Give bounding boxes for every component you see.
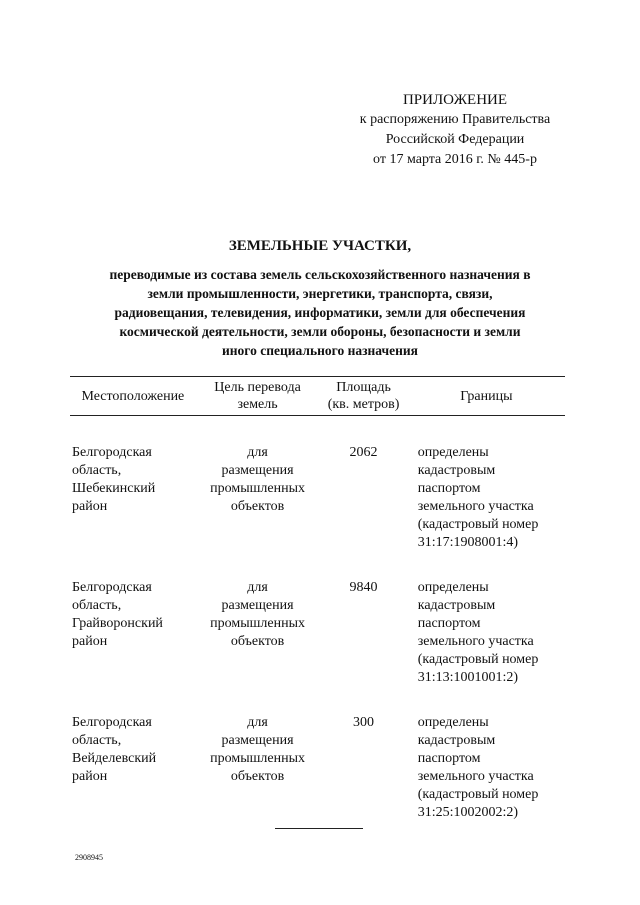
appendix-title: ПРИЛОЖЕНИЕ [402,92,508,108]
appendix-block [340,90,570,170]
text-line: 31:17:1908001:4) [417,535,519,550]
text-line: размещения [221,463,294,478]
text-line: для [247,715,268,730]
cell-purpose [196,416,320,580]
text-line: паспортом [417,616,481,631]
text-line: земельного участка [417,769,534,784]
text-line: район [72,634,108,649]
text-line: (кадастровый номер [417,517,539,532]
document-number: 2908945 [75,853,103,862]
text-line: для [247,445,268,460]
document-title: ЗЕМЕЛЬНЫЕ УЧАСТКИ, [228,238,412,254]
subtitle-line: земли промышленности, энергетики, транспорта, связи, [147,286,493,301]
cell-bounds [408,416,565,580]
subtitle-line: иного специального назначения [222,343,418,358]
text-line: (кадастровый номер [417,787,539,802]
text-line: объектов [230,499,285,514]
text-line: для [247,580,268,595]
footer-divider [275,828,363,829]
appendix-line-3: от 17 марта 2016 г. № 445-р [373,152,537,167]
land-plots-table [70,376,565,849]
text-line: промышленных [210,751,305,766]
text-line: промышленных [210,481,305,496]
document-heading [60,238,580,360]
text-line: определены [417,715,489,730]
text-line: земельного участка [417,634,534,649]
cell-area: 2062 [349,445,378,460]
text-line: 31:25:1002002:2) [417,805,519,820]
text-line: определены [417,445,489,460]
header-purpose [196,377,320,416]
text-line: область, [72,598,122,613]
text-line: (кадастровый номер [417,652,539,667]
header-purpose-line: Цель перевода [214,380,301,395]
text-line: Вейделевский [72,751,157,766]
document-subtitle [60,265,580,360]
appendix-line-1: к распоряжению Правительства [359,112,551,127]
text-line: Грайворонский [72,616,163,631]
text-line: Белгородская [72,580,152,595]
cell-area: 300 [353,715,375,730]
subtitle-line: космической деятельности, земли обороны, безопасности и земли [119,324,521,339]
text-line: Белгородская [72,715,152,730]
text-line: земельного участка [417,499,534,514]
text-line: район [72,769,108,784]
subtitle-line: радиовещания, телевидения, информатики, земли для обеспечения [114,305,526,320]
text-line: кадастровым [417,598,496,613]
text-line: область, [72,463,122,478]
text-line: Белгородская [72,445,152,460]
text-line: определены [417,580,489,595]
cell-purpose [196,579,320,714]
text-line: промышленных [210,616,305,631]
header-area [319,377,407,416]
text-line: 31:13:1001001:2) [417,670,519,685]
table-row [70,579,565,714]
text-line: размещения [221,733,294,748]
table-row [70,416,565,580]
text-line: паспортом [417,481,481,496]
header-bounds: Границы [408,377,565,416]
cell-area: 9840 [349,580,378,595]
cell-location [70,579,196,714]
text-line: район [72,499,108,514]
text-line: объектов [230,634,285,649]
cell-bounds [408,714,565,849]
text-line: кадастровым [417,733,496,748]
text-line: объектов [230,769,285,784]
header-purpose-line: земель [237,397,278,412]
text-line: Шебекинский [72,481,156,496]
table-header-row [70,377,565,416]
text-line: паспортом [417,751,481,766]
cell-bounds [408,579,565,714]
text-line: размещения [221,598,294,613]
header-location: Местоположение [70,377,196,416]
appendix-line-2: Российской Федерации [385,132,525,147]
header-area-line: (кв. метров) [327,397,400,412]
text-line: кадастровым [417,463,496,478]
text-line: область, [72,733,122,748]
cell-location [70,714,196,849]
subtitle-line: переводимые из состава земель сельскохозяйственного назначения в [109,267,531,282]
header-area-line: Площадь [336,380,391,395]
cell-location [70,416,196,580]
